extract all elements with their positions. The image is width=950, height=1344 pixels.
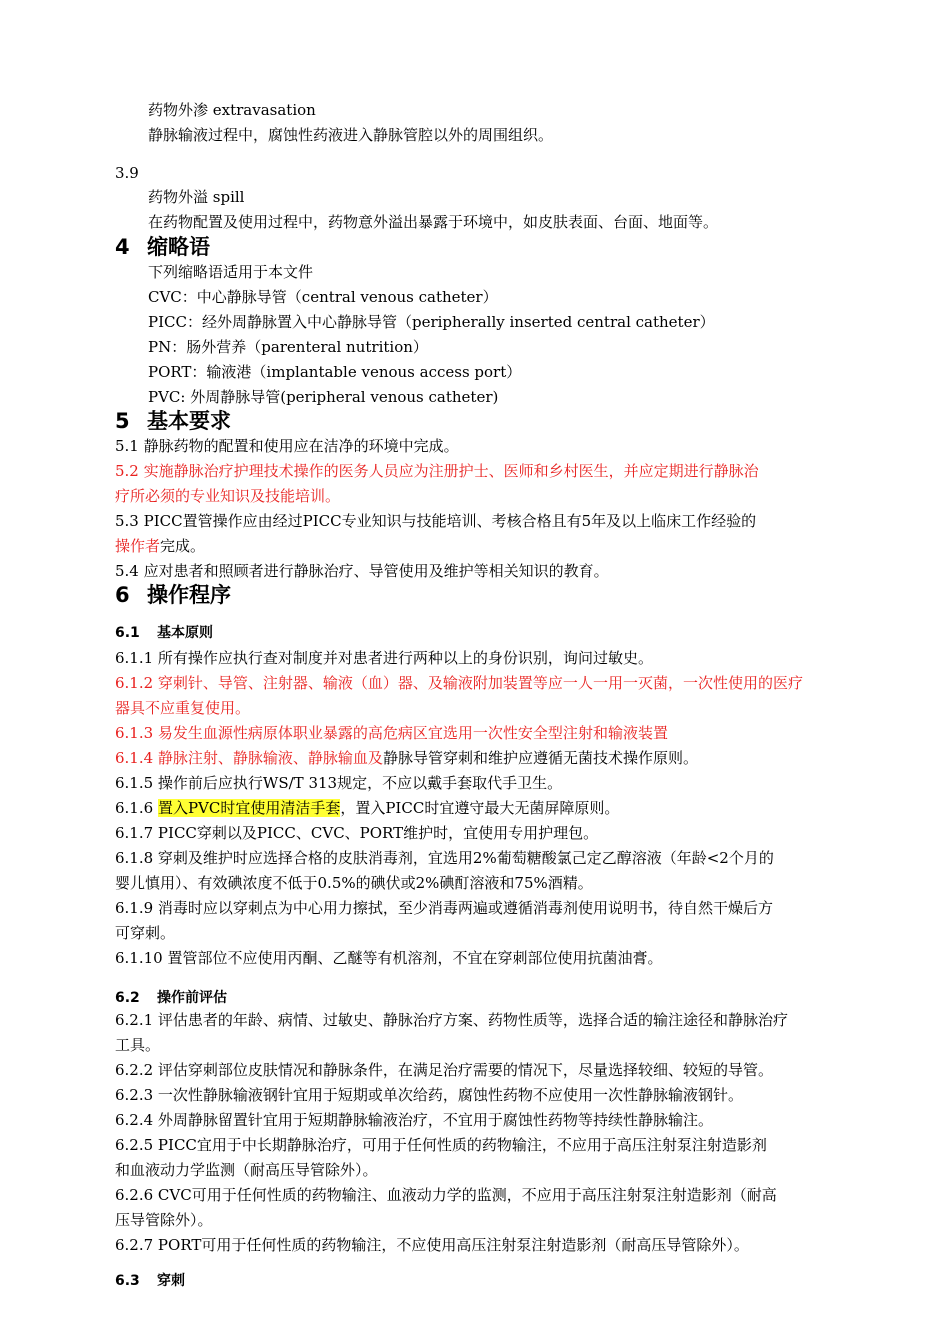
- clause-number-3-9: 3.9: [115, 164, 139, 182]
- abbreviation-item-port: PORT：输液港（implantable venous access port）: [148, 363, 522, 381]
- plain-text: 完成。: [160, 537, 206, 555]
- clause-6-2-3: 6.2.3 一次性静脉输液钢针宜用于短期或单次给药，腐蚀性药物不应使用一次性静脉输液钢针。: [115, 1086, 743, 1104]
- clause-6-1-7: 6.1.7 PICC穿刺以及PICC、CVC、PORT维护时，宜使用专用护理包。: [115, 824, 599, 842]
- clause-6-1-8-line1: 6.1.8 穿刺及维护时应选择合格的皮肤消毒剂，宜选用2%葡萄糖酸氯己定乙醇溶液（年龄<2个月的: [115, 849, 774, 867]
- clause-6-1-8-line2: 婴儿慎用）、有效碘浓度不低于0.5%的碘伏或2%碘酊溶液和75%酒精。: [115, 874, 593, 892]
- subsection-title: 操作前评估: [157, 990, 227, 1006]
- clause-6-1-9-line2: 可穿刺。: [115, 924, 176, 942]
- section-title: 操作程序: [147, 583, 231, 607]
- clause-6-2-6-line2: 压导管除外）。: [115, 1211, 213, 1229]
- subsection-number: 6.1: [115, 625, 140, 641]
- clause-5-1: 5.1 静脉药物的配置和使用应在洁净的环境中完成。: [115, 437, 459, 455]
- clause-5-4: 5.4 应对患者和照顾者进行静脉治疗、导管使用及维护等相关知识的教育。: [115, 562, 609, 580]
- definition-extravasation: 静脉输液过程中，腐蚀性药液进入静脉管腔以外的周围组织。: [148, 126, 554, 144]
- clause-6-1-1: 6.1.1 所有操作应执行查对制度并对患者进行两种以上的身份识别，询问过敏史。: [115, 649, 653, 667]
- section-heading-6: [115, 582, 231, 608]
- clause-5-3-line2: [115, 536, 205, 556]
- abbreviation-item-pn: PN：肠外营养（parenteral nutrition）: [148, 338, 428, 356]
- section-title: 缩略语: [147, 235, 210, 259]
- highlighted-text-red: 6.1.4 静脉注射、静脉输液、静脉输血及: [115, 749, 383, 767]
- subsection-title: 基本原则: [157, 625, 213, 641]
- section-heading-5: [115, 408, 231, 434]
- clause-5-2-line1: 5.2 实施静脉治疗护理技术操作的医务人员应为注册护士、医师和乡村医生，并应定期进行静脉治: [115, 462, 759, 480]
- clause-6-2-7: 6.2.7 PORT可用于任何性质的药物输注，不应使用高压注射泵注射造影剂（耐高压导管除外）。: [115, 1236, 749, 1254]
- abbreviation-item-cvc: CVC：中心静脉导管（central venous catheter）: [148, 288, 498, 306]
- highlighted-text-yellow: 置入PVC时宜使用清洁手套: [157, 799, 341, 817]
- section-number: 6: [115, 583, 130, 607]
- section-number: 4: [115, 235, 130, 259]
- subsection-heading-6-3: [115, 1271, 185, 1291]
- subsection-heading-6-1: [115, 623, 213, 643]
- clause-6-2-2: 6.2.2 评估穿刺部位皮肤情况和静脉条件，在满足治疗需要的情况下，尽量选择较细、较短的导管。: [115, 1061, 773, 1079]
- section-title: 基本要求: [147, 409, 231, 433]
- clause-6-1-5: 6.1.5 操作前后应执行WS/T 313规定，不应以戴手套取代手卫生。: [115, 774, 563, 792]
- clause-number: 6.1.6: [115, 799, 158, 817]
- term-spill: 药物外溢 spill: [148, 188, 245, 206]
- clause-6-1-6: [115, 798, 619, 818]
- clause-6-2-1-line2: 工具。: [115, 1036, 161, 1054]
- abbreviation-item-picc: PICC：经外周静脉置入中心静脉导管（peripherally inserted central catheter）: [148, 313, 715, 331]
- subsection-title: 穿刺: [157, 1273, 185, 1289]
- clause-6-1-4: [115, 748, 698, 768]
- clause-6-1-3: 6.1.3 易发生血源性病原体职业暴露的高危病区宜选用一次性安全型注射和输液装置: [115, 724, 668, 742]
- clause-6-2-1-line1: 6.2.1 评估患者的年龄、病情、过敏史、静脉治疗方案、药物性质等，选择合适的输注途径和静脉治疗: [115, 1011, 788, 1029]
- subsection-number: 6.3: [115, 1273, 140, 1289]
- clause-5-3-line1: 5.3 PICC置管操作应由经过PICC专业知识与技能培训、考核合格且有5年及以上临床工作经验的: [115, 512, 757, 530]
- section-heading-4: [115, 234, 210, 260]
- abbreviation-item-pvc: PVC: 外周静脉导管(peripheral venous catheter): [148, 388, 499, 406]
- section-number: 5: [115, 409, 130, 433]
- clause-6-2-4: 6.2.4 外周静脉留置针宜用于短期静脉输液治疗，不宜用于腐蚀性药物等持续性静脉输注。: [115, 1111, 713, 1129]
- abbreviation-intro: 下列缩略语适用于本文件: [148, 263, 314, 281]
- clause-6-1-2-line2: 器具不应重复使用。: [115, 699, 251, 717]
- clause-6-1-9-line1: 6.1.9 消毒时应以穿刺点为中心用力擦拭，至少消毒两遍或遵循消毒剂使用说明书，待自然干燥后方: [115, 899, 773, 917]
- subsection-heading-6-2: [115, 988, 227, 1008]
- definition-spill: 在药物配置及使用过程中，药物意外溢出暴露于环境中，如皮肤表面、台面、地面等。: [148, 213, 719, 231]
- clause-6-2-5-line2: 和血液动力学监测（耐高压导管除外）。: [115, 1161, 378, 1179]
- highlighted-text-red: 操作者: [115, 537, 161, 555]
- subsection-number: 6.2: [115, 990, 140, 1006]
- clause-6-2-5-line1: 6.2.5 PICC宜用于中长期静脉治疗，可用于任何性质的药物输注，不应用于高压注射泵注射造影剂: [115, 1136, 767, 1154]
- plain-text: 静脉导管穿刺和维护应遵循无菌技术操作原则。: [382, 749, 698, 767]
- clause-6-1-2-line1: 6.1.2 穿刺针、导管、注射器、输液（血）器、及输液附加装置等应一人一用一灭菌，一次性使用的医疗: [115, 674, 803, 692]
- plain-text: ，置入PICC时宜遵守最大无菌屏障原则。: [340, 799, 620, 817]
- clause-6-1-10: 6.1.10 置管部位不应使用丙酮、乙醚等有机溶剂，不宜在穿刺部位使用抗菌油膏。: [115, 949, 663, 967]
- term-extravasation: 药物外渗 extravasation: [148, 101, 316, 119]
- clause-6-2-6-line1: 6.2.6 CVC可用于任何性质的药物输注、血液动力学的监测，不应用于高压注射泵注射造影剂（耐高: [115, 1186, 777, 1204]
- clause-5-2-line2: 疗所必须的专业知识及技能培训。: [115, 487, 341, 505]
